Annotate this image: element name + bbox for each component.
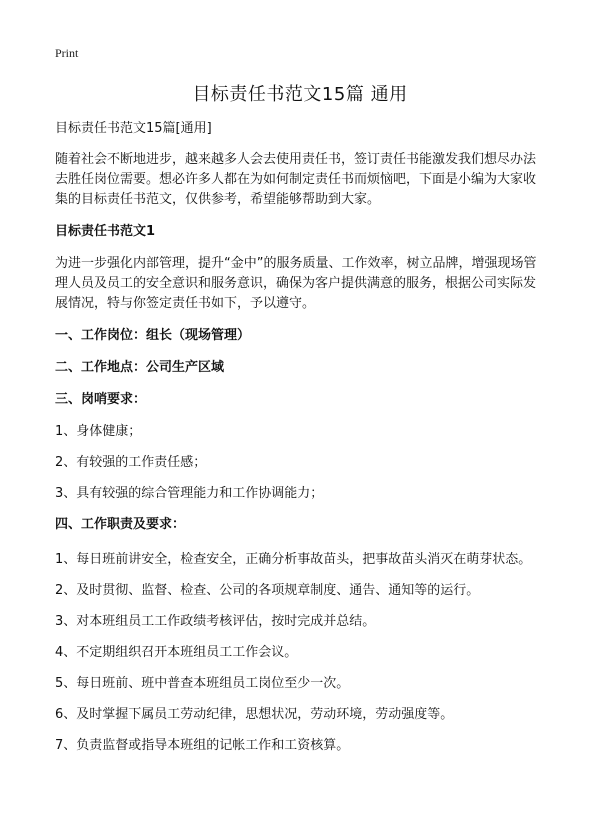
requirement-item: 2、有较强的工作责任感； <box>55 455 207 470</box>
duty-item: 3、对本班组员工工作政绩考核评估，按时完成并总结。 <box>55 614 376 629</box>
duty-item: 1、每日班前讲安全，检查安全，正确分析事故苗头，把事故苗头消灭在萌芽状态。 <box>55 552 532 567</box>
duty-item: 2、及时贯彻、监督、检查、公司的各项规章制度、通告、通知等的运行。 <box>55 583 480 598</box>
document-subtitle: 目标责任书范文15篇[通用] <box>55 121 212 136</box>
section-title: 目标责任书范文1 <box>55 224 156 239</box>
duty-item: 7、负责监督或指导本班组的记帐工作和工资核算。 <box>55 738 350 753</box>
document-body <box>55 119 547 767</box>
duty-item: 6、及时掌握下属员工劳动纪律，思想状况，劳动环境，劳动强度等。 <box>55 707 454 722</box>
intro-paragraph: 随着社会不断地进步，越来越多人会去使用责任书，签订责任书能激发我们想尽办法去胜任岗位需要。想必许多人都在为如何制定责任书而烦恼吧，下面是小编为大家收集的目标责任书范文，仅供参考，希望能够帮助到大家。 <box>55 152 537 207</box>
print-label: Print <box>55 46 79 60</box>
duty-item: 4、不定期组织召开本班组员工工作会议。 <box>55 645 298 660</box>
heading-requirements: 三、岗哨要求： <box>55 392 147 407</box>
heading-duties: 四、工作职责及要求： <box>55 517 186 532</box>
heading-location: 二、工作地点：公司生产区域 <box>55 360 225 375</box>
requirement-item: 1、身体健康； <box>55 424 142 439</box>
page-title: 目标责任书范文15篇 通用 <box>192 84 408 105</box>
heading-position: 一、工作岗位：组长（现场管理） <box>55 328 251 343</box>
duty-item: 5、每日班前、班中普查本班组员工岗位至少一次。 <box>55 676 350 691</box>
requirement-item: 3、具有较强的综合管理能力和工作协调能力； <box>55 486 324 501</box>
section-intro-paragraph: 为进一步强化内部管理，提升“金中”的服务质量、工作效率，树立品牌，增强现场管理人员及员工的安全意识和服务意识，确保为客户提供满意的服务，根据公司实际发展情况，特与你签定责任书如下，予以遵守。 <box>55 256 537 311</box>
